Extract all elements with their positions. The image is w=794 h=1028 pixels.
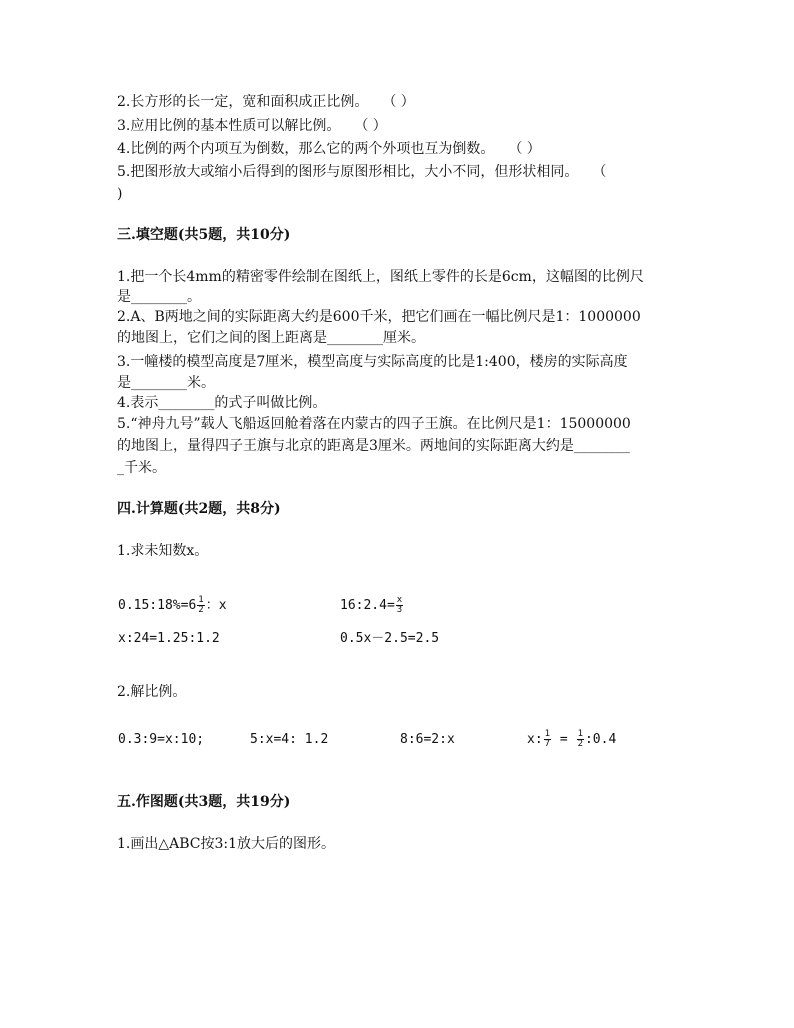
fraction-2d-a bbox=[544, 730, 551, 749]
equation-1b bbox=[340, 596, 404, 616]
fraction-1b-num: x bbox=[396, 595, 403, 605]
fill-line-5: 3.一幢楼的模型高度是7厘米，模型高度与实际高度的比是1:400，楼房的实际高度 bbox=[117, 354, 628, 370]
equation-2c: 8:6=2:x bbox=[400, 732, 455, 747]
equation-2a: 0.3:9=x:10; bbox=[118, 732, 205, 747]
fill-line-2: 是________。 bbox=[117, 289, 201, 305]
section-calc-heading: 四.计算题(共2题，共8分) bbox=[117, 501, 281, 517]
fraction-1a bbox=[197, 596, 204, 615]
section-draw-heading: 五.作图题(共3题，共19分) bbox=[117, 794, 291, 810]
fill-line-9: 的地图上，量得四子王旗与北京的距离是3厘米。两地间的实际距离大约是________ bbox=[117, 438, 630, 454]
equation-1a-post: ：x bbox=[205, 598, 227, 613]
equation-2d-mid: = bbox=[552, 732, 576, 747]
fraction-1a-num: 1 bbox=[198, 595, 204, 605]
equation-1a bbox=[118, 596, 227, 616]
equation-1a-pre: 0.15:18%=6 bbox=[118, 598, 197, 613]
equation-2d-post: :0.4 bbox=[584, 732, 617, 747]
fraction-1b bbox=[396, 596, 403, 615]
equation-1b-pre: 16:2.4= bbox=[340, 598, 395, 613]
fraction-1b-den: 3 bbox=[396, 605, 403, 615]
judge-item-3: 3.应用比例的基本性质可以解比例。 （ ） bbox=[117, 118, 387, 134]
fill-line-3: 2.A、B两地之间的实际距离大约是600千米，把它们画在一幅比例尺是1：1000000 bbox=[117, 309, 641, 325]
calc-question-1: 1.求未知数x。 bbox=[117, 543, 209, 559]
judge-item-5-cont: ) bbox=[117, 186, 123, 202]
section-fill-heading: 三.填空题(共5题，共10分) bbox=[117, 227, 291, 243]
equation-1d: 0.5x－2.5=2.5 bbox=[340, 631, 440, 646]
equation-2d bbox=[527, 730, 616, 750]
fill-line-7: 4.表示________的式子叫做比例。 bbox=[117, 395, 327, 411]
equation-2b: 5:x=4: 1.2 bbox=[250, 732, 329, 747]
fraction-2d-b-num: 1 bbox=[577, 729, 583, 739]
fraction-1a-den: 2 bbox=[198, 605, 204, 615]
fraction-2d-b bbox=[577, 730, 584, 749]
judge-item-5: 5.把图形放大或缩小后得到的图形与原图形相比，大小不同，但形状相同。 （ bbox=[117, 164, 607, 180]
calc-question-2: 2.解比例。 bbox=[117, 684, 187, 700]
fraction-2d-a-num: 1 bbox=[544, 729, 551, 739]
fill-line-6: 是________米。 bbox=[117, 375, 215, 391]
fill-line-1: 1.把一个长4mm的精密零件绘制在图纸上，图纸上零件的长是6cm，这幅图的比例尺 bbox=[117, 269, 644, 285]
equation-2d-pre: x: bbox=[527, 732, 543, 747]
draw-question-1: 1.画出△ABC按3:1放大后的图形。 bbox=[117, 836, 336, 852]
fill-line-4: 的地图上，它们之间的图上距离是________厘米。 bbox=[117, 330, 425, 346]
fill-line-10: _千米。 bbox=[117, 460, 166, 476]
fraction-2d-b-den: 2 bbox=[577, 739, 583, 749]
fraction-2d-a-den: 7 bbox=[544, 739, 551, 749]
equation-1c: x:24=1.25:1.2 bbox=[118, 631, 220, 646]
judge-item-2: 2.长方形的长一定，宽和面积成正比例。 （ ） bbox=[117, 94, 415, 110]
judge-item-4: 4.比例的两个内项互为倒数，那么它的两个外项也互为倒数。 （ ） bbox=[117, 141, 541, 157]
fill-line-8: 5.“神舟九号”载人飞船返回舱着落在内蒙古的四子王旗。在比例尺是1：15000000 bbox=[117, 416, 631, 432]
